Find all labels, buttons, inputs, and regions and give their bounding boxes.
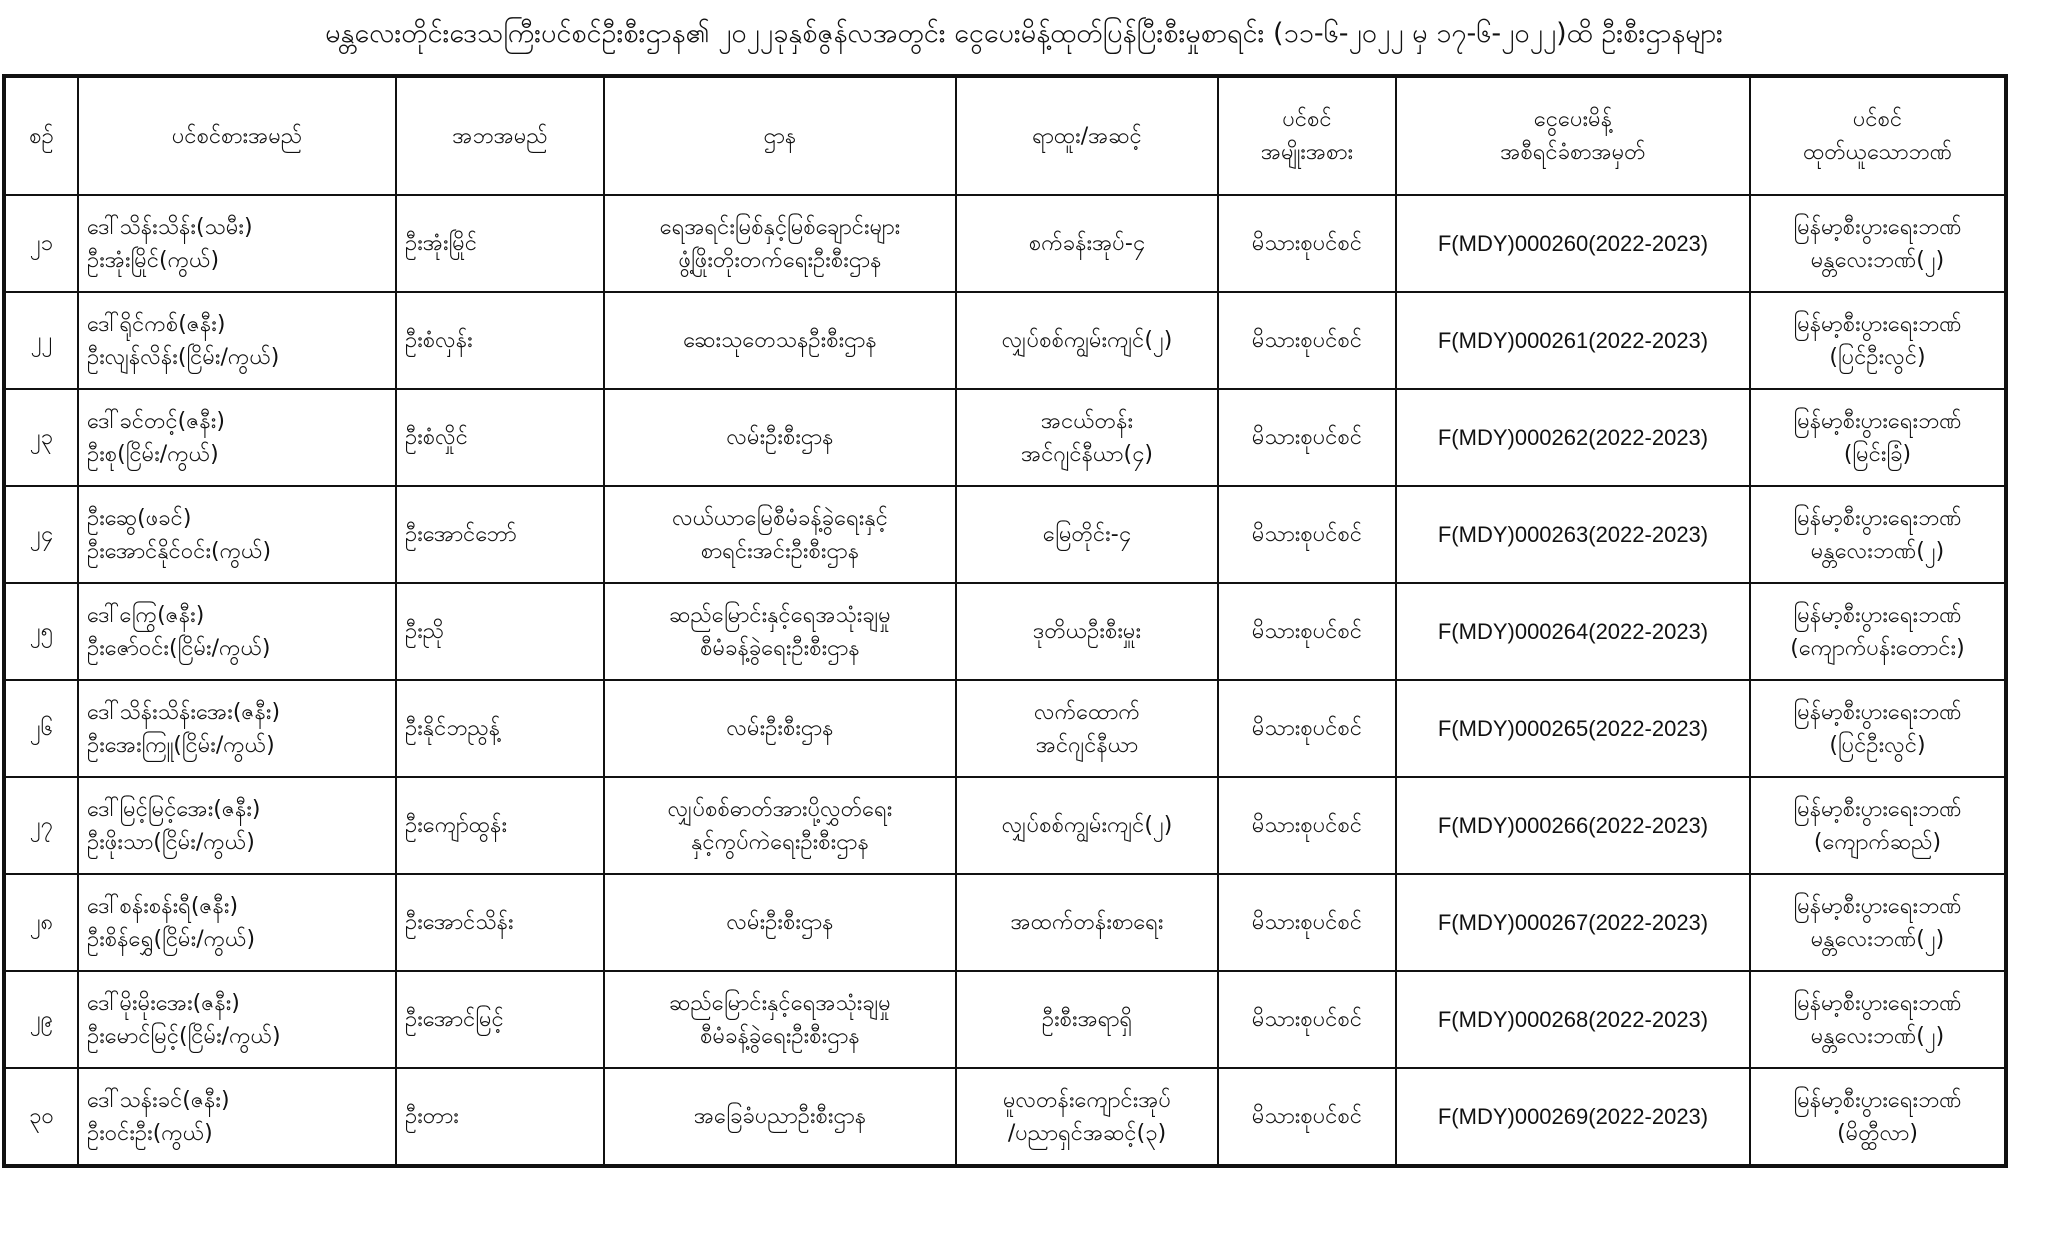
cell-department-text: လမ်းဦးစီးဌာန: [726, 716, 834, 741]
table-row: [4, 583, 2006, 680]
cell-pensioner-name-text: ဒေါ်မိုးမိုးအေး(ဇနီး): [87, 990, 240, 1016]
cell-rank-text: အင်ဂျင်နီယာ: [1035, 732, 1139, 758]
cell-father-name: [396, 971, 604, 1068]
cell-rank: [956, 486, 1218, 583]
cell-no: [4, 389, 78, 486]
cell-order-number: [1396, 486, 1750, 583]
cell-no: [4, 874, 78, 971]
cell-order-number: [1396, 680, 1750, 777]
cell-father-name-text: ဦးစံလှန်း: [405, 328, 473, 353]
cell-bank-text: မြန်မာ့စီးပွားရေးဘဏ်: [1793, 214, 1962, 240]
cell-bank: [1750, 389, 2006, 486]
cell-pension-type-text: မိသားစုပင်စင်: [1251, 716, 1363, 741]
cell-pensioner-name: [78, 583, 396, 680]
cell-bank: [1750, 971, 2006, 1068]
cell-rank: [956, 583, 1218, 680]
cell-no-text: ၂၅: [29, 619, 54, 644]
cell-no-text: ၂၈: [29, 910, 54, 935]
cell-pension-type: [1218, 292, 1396, 389]
cell-department: [604, 195, 956, 292]
cell-father-name: [396, 1068, 604, 1166]
cell-father-name-text: ဦးစံလှိုင်: [405, 425, 468, 450]
cell-order-number-text: F(MDY)000260(2022-2023): [1437, 231, 1709, 256]
cell-rank-text: လက်ထောက်: [1034, 699, 1140, 725]
cell-bank: [1750, 583, 2006, 680]
table-row: [4, 680, 2006, 777]
cell-pensioner-name-text: ဒေါ်ရိုင်ကစ်(ဇနီး): [87, 311, 226, 337]
cell-rank: [956, 777, 1218, 874]
header-line2: ထုတ်ယူသောဘဏ်: [1803, 140, 1952, 165]
cell-bank: [1750, 292, 2006, 389]
cell-pension-type: [1218, 486, 1396, 583]
cell-pensioner-name: [78, 680, 396, 777]
cell-rank: [956, 971, 1218, 1068]
cell-department-text: ဆည်မြောင်းနှင့်ရေအသုံးချမှု: [669, 990, 891, 1016]
cell-order-number: [1396, 389, 1750, 486]
header-line1: ပင်စင်: [1282, 107, 1332, 132]
cell-pension-type: [1218, 583, 1396, 680]
header-line1: ရာထူး/အဆင့်: [1032, 123, 1142, 149]
table-row: [4, 1068, 2006, 1166]
cell-father-name-text: ဦးအောင်ဘော်: [405, 522, 517, 547]
cell-pensioner-name-text: ဦးစိန်ရွှေ(ငြိမ်း/ကွယ်): [87, 926, 256, 952]
cell-pension-type-text: မိသားစုပင်စင်: [1251, 231, 1363, 256]
cell-rank-text: /ပညာရှင်အဆင့်(၃): [1007, 1120, 1167, 1146]
cell-department: [604, 777, 956, 874]
cell-rank: [956, 874, 1218, 971]
cell-department: [604, 971, 956, 1068]
column-header-pension-type: [1218, 76, 1396, 195]
cell-pensioner-name: [78, 874, 396, 971]
cell-father-name: [396, 680, 604, 777]
cell-bank-text: (ကျောက်ပန်းတောင်း): [1790, 635, 1965, 661]
cell-pension-type-text: မိသားစုပင်စင်: [1251, 813, 1363, 838]
cell-pensioner-name-text: ဦးလျန်လိန်း(ငြိမ်း/ကွယ်): [87, 344, 280, 370]
cell-pension-type: [1218, 874, 1396, 971]
cell-bank-text: မြန်မာ့စီးပွားရေးဘဏ်: [1793, 505, 1962, 531]
cell-bank: [1750, 777, 2006, 874]
cell-department-text: ဖွံ့ဖြိုးတိုးတက်ရေးဦးစီးဌာန: [678, 247, 882, 273]
cell-father-name: [396, 389, 604, 486]
cell-no-text: ၂၄: [29, 522, 54, 547]
cell-pensioner-name: [78, 195, 396, 292]
cell-pensioner-name: [78, 486, 396, 583]
header-line1: စဉ်: [29, 123, 54, 149]
cell-pension-type: [1218, 680, 1396, 777]
cell-pensioner-name-text: ဦးစု(ငြိမ်း/ကွယ်): [87, 441, 219, 467]
table-header: [4, 76, 2006, 195]
cell-bank-text: မြန်မာ့စီးပွားရေးဘဏ်: [1793, 408, 1962, 434]
cell-father-name-text: ဦးအုံးမြိုင်: [405, 231, 478, 256]
cell-department-text: လမ်းဦးစီးဌာန: [726, 910, 834, 935]
cell-pensioner-name-text: ဒေါ်မြင့်မြင့်အေး(ဇနီး): [87, 796, 261, 822]
cell-order-number-text: F(MDY)000265(2022-2023): [1437, 716, 1709, 741]
cell-rank-text: မြေတိုင်း-၄: [1042, 522, 1132, 547]
cell-bank: [1750, 874, 2006, 971]
cell-pensioner-name-text: ဦးဆွေ(ဖခင်): [87, 505, 192, 531]
column-header-no: [4, 76, 78, 195]
cell-rank: [956, 389, 1218, 486]
cell-no: [4, 777, 78, 874]
cell-bank-text: မြန်မာ့စီးပွားရေးဘဏ်: [1793, 1087, 1962, 1113]
cell-bank-text: (မိတ္ထီလာ): [1837, 1120, 1918, 1146]
cell-pension-type-text: မိသားစုပင်စင်: [1251, 1104, 1363, 1129]
cell-bank-text: (ပြင်ဦးလွင်): [1829, 732, 1926, 758]
cell-rank: [956, 292, 1218, 389]
cell-father-name-text: ဦးအောင်သိန်း: [405, 910, 514, 935]
column-header-rank: [956, 76, 1218, 195]
cell-rank: [956, 195, 1218, 292]
cell-department: [604, 583, 956, 680]
cell-department-text: လယ်ယာမြေစီမံခန့်ခွဲရေးနှင့်: [672, 505, 888, 531]
cell-bank-text: မြန်မာ့စီးပွားရေးဘဏ်: [1793, 796, 1962, 822]
table-row: [4, 389, 2006, 486]
cell-order-number: [1396, 583, 1750, 680]
cell-pension-type: [1218, 971, 1396, 1068]
header-line1: ပင်စင်စားအမည်: [171, 123, 303, 149]
cell-no-text: ၂၇: [29, 813, 54, 838]
cell-bank-text: မြန်မာ့စီးပွားရေးဘဏ်: [1793, 990, 1962, 1016]
cell-no: [4, 195, 78, 292]
cell-pensioner-name: [78, 777, 396, 874]
cell-department-text: ဆည်မြောင်းနှင့်ရေအသုံးချမှု: [669, 602, 891, 628]
cell-bank-text: မန္တလေးဘဏ်(၂): [1810, 926, 1945, 952]
cell-bank-text: မန္တလေးဘဏ်(၂): [1810, 538, 1945, 564]
cell-pensioner-name: [78, 292, 396, 389]
cell-order-number-text: F(MDY)000262(2022-2023): [1437, 425, 1709, 450]
cell-no-text: ၂၂: [30, 328, 53, 353]
cell-department-text: စီမံခန့်ခွဲရေးဦးစီးဌာန: [700, 1023, 860, 1049]
cell-bank-text: မြန်မာ့စီးပွားရေးဘဏ်: [1793, 893, 1962, 919]
cell-no-text: ၂၉: [29, 1007, 54, 1032]
cell-father-name: [396, 874, 604, 971]
cell-pensioner-name: [78, 1068, 396, 1166]
cell-no: [4, 1068, 78, 1166]
cell-pensioner-name-text: ဦးအောင်နိုင်ဝင်း(ကွယ်): [87, 538, 272, 564]
cell-order-number-text: F(MDY)000261(2022-2023): [1437, 328, 1709, 353]
cell-rank-text: ဒုတိယဦးစီးမှူး: [1032, 619, 1142, 644]
cell-rank: [956, 680, 1218, 777]
cell-father-name: [396, 486, 604, 583]
cell-pensioner-name-text: ဦးအုံးမြိုင်(ကွယ်): [87, 247, 220, 273]
column-header-department: [604, 76, 956, 195]
pension-table: [2, 74, 2008, 1168]
header-line2: အစီရင်ခံစာအမှတ်: [1500, 140, 1646, 165]
cell-bank-text: မန္တလေးဘဏ်(၂): [1810, 1023, 1945, 1049]
cell-father-name-text: ဦးကျော်ထွန်း: [405, 813, 508, 838]
cell-department: [604, 389, 956, 486]
cell-pension-type: [1218, 777, 1396, 874]
cell-bank-text: မန္တလေးဘဏ်(၂): [1810, 247, 1945, 273]
cell-bank-text: (မြင်းခြံ): [1843, 441, 1912, 467]
cell-pensioner-name-text: ဒေါ်စန်းစန်းရီ(ဇနီး): [87, 893, 239, 919]
cell-father-name-text: ဦးညို: [405, 619, 445, 644]
header-line1: အဘအမည်: [452, 123, 548, 149]
cell-rank: [956, 1068, 1218, 1166]
page-title: မန္တလေးတိုင်းဒေသကြီးပင်စင်ဦးစီးဌာန၏ ၂၀၂၂ခုနှစ်ဇွန်လအတွင်း ငွေပေးမိန့်ထုတ်ပြန်ပြီးစီးမှုစာရင်း (၁၁-၆-၂၀၂၂ မှ ၁၇-၆-၂၀၂၂)ထိ ဦးစီးဌာနများ: [325, 18, 1723, 49]
cell-bank: [1750, 680, 2006, 777]
cell-no: [4, 971, 78, 1068]
cell-no: [4, 292, 78, 389]
cell-no: [4, 680, 78, 777]
table-body: [4, 195, 2006, 1166]
cell-rank-text: လျှပ်စစ်ကျွမ်းကျင်(၂): [1001, 328, 1173, 353]
cell-pensioner-name: [78, 971, 396, 1068]
cell-pension-type-text: မိသားစုပင်စင်: [1251, 328, 1363, 353]
header-line1: ငွေပေးမိန့်: [1533, 107, 1613, 132]
cell-order-number: [1396, 971, 1750, 1068]
header-line2: အမျိုးအစား: [1260, 140, 1354, 165]
cell-department: [604, 680, 956, 777]
header-line1: ပင်စင်: [1852, 107, 1903, 132]
cell-pension-type-text: မိသားစုပင်စင်: [1251, 1007, 1363, 1032]
cell-pension-type: [1218, 1068, 1396, 1166]
cell-department-text: အခြေခံပညာဦးစီးဌာန: [693, 1104, 867, 1129]
cell-father-name: [396, 777, 604, 874]
cell-department-text: လမ်းဦးစီးဌာန: [726, 425, 834, 450]
cell-father-name: [396, 195, 604, 292]
cell-rank-text: အထက်တန်းစာရေး: [1010, 910, 1164, 935]
cell-bank: [1750, 486, 2006, 583]
table-row: [4, 971, 2006, 1068]
cell-pensioner-name-text: ဒေါ်သိန်းသိန်း(သမီး): [87, 214, 253, 240]
cell-rank-text: မူလတန်းကျောင်းအုပ်: [1002, 1087, 1172, 1113]
cell-department-text: စီမံခန့်ခွဲရေးဦးစီးဌာန: [700, 635, 860, 661]
cell-no-text: ၂၆: [29, 716, 54, 741]
column-header-pensioner-name: [78, 76, 396, 195]
cell-pension-type: [1218, 195, 1396, 292]
cell-bank-text: မြန်မာ့စီးပွားရေးဘဏ်: [1793, 311, 1962, 337]
cell-no: [4, 486, 78, 583]
cell-pensioner-name-text: ဦးဖိုးသာ(ငြိမ်း/ကွယ်): [87, 829, 255, 855]
cell-order-number: [1396, 777, 1750, 874]
cell-department: [604, 874, 956, 971]
cell-father-name: [396, 583, 604, 680]
cell-pensioner-name-text: ဦးဝင်းဦး(ကွယ်): [87, 1120, 213, 1146]
column-header-order-number: [1396, 76, 1750, 195]
cell-bank: [1750, 1068, 2006, 1166]
cell-pensioner-name-text: ဦးအေးကြူ(ငြိမ်း/ကွယ်): [87, 732, 275, 758]
cell-department-text: နှင့်ကွပ်ကဲရေးဦးစီးဌာန: [691, 829, 869, 855]
cell-order-number-text: F(MDY)000268(2022-2023): [1437, 1007, 1709, 1032]
cell-pension-type-text: မိသားစုပင်စင်: [1251, 425, 1363, 450]
table-row: [4, 486, 2006, 583]
cell-pension-type-text: မိသားစုပင်စင်: [1251, 910, 1363, 935]
cell-bank-text: (ပြင်ဦးလွင်): [1829, 344, 1926, 370]
header-row: [4, 76, 2006, 195]
cell-father-name-text: ဦးအောင်မြင့်: [405, 1007, 504, 1032]
cell-father-name-text: ဦးတား: [405, 1104, 459, 1129]
cell-order-number-text: F(MDY)000266(2022-2023): [1437, 813, 1709, 838]
column-header-bank: [1750, 76, 2006, 195]
cell-department: [604, 1068, 956, 1166]
column-header-father-name: [396, 76, 604, 195]
cell-order-number: [1396, 874, 1750, 971]
cell-rank-text: အင်ဂျင်နီယာ(၄): [1021, 441, 1153, 467]
cell-pensioner-name-text: ဦးမောင်မြင့်(ငြိမ်း/ကွယ်): [87, 1023, 281, 1049]
cell-pension-type: [1218, 389, 1396, 486]
cell-pension-type-text: မိသားစုပင်စင်: [1251, 522, 1363, 547]
cell-no-text: ၃၀: [29, 1104, 54, 1129]
cell-department: [604, 486, 956, 583]
cell-department: [604, 292, 956, 389]
table-row: [4, 195, 2006, 292]
table-row: [4, 292, 2006, 389]
cell-rank-text: လျှပ်စစ်ကျွမ်းကျင်(၂): [1001, 813, 1173, 838]
cell-rank-text: အငယ်တန်း: [1040, 408, 1134, 434]
cell-bank-text: (ကျောက်ဆည်): [1813, 829, 1942, 855]
cell-order-number-text: F(MDY)000264(2022-2023): [1437, 619, 1709, 644]
cell-bank-text: မြန်မာ့စီးပွားရေးဘဏ်: [1793, 602, 1962, 628]
cell-pensioner-name-text: ဒေါ်သန်းခင်(ဇနီး): [87, 1087, 230, 1113]
cell-order-number: [1396, 195, 1750, 292]
cell-order-number-text: F(MDY)000267(2022-2023): [1437, 910, 1709, 935]
cell-father-name-text: ဦးနိုင်ဘညွန့်: [405, 716, 501, 741]
cell-pensioner-name: [78, 389, 396, 486]
table-row: [4, 874, 2006, 971]
cell-bank: [1750, 195, 2006, 292]
cell-order-number: [1396, 292, 1750, 389]
cell-department-text: ဆေးသုတေသနဦးစီးဌာန: [683, 328, 877, 353]
cell-rank-text: စက်ခန်းအုပ်-၄: [1028, 231, 1146, 256]
cell-pensioner-name-text: ဒေါ်ခင်တင့်(ဇနီး): [87, 408, 225, 434]
cell-order-number-text: F(MDY)000263(2022-2023): [1437, 522, 1709, 547]
cell-department-text: စာရင်းအင်းဦးစီးဌာန: [700, 538, 860, 564]
header-line1: ဌာန: [763, 123, 797, 149]
cell-order-number-text: F(MDY)000269(2022-2023): [1437, 1104, 1709, 1129]
cell-pension-type-text: မိသားစုပင်စင်: [1251, 619, 1363, 644]
cell-no: [4, 583, 78, 680]
cell-pensioner-name-text: ဦးဇော်ဝင်း(ငြိမ်း/ကွယ်): [87, 635, 271, 661]
cell-pensioner-name-text: ဒေါ်ကြွေ(ဇနီး): [87, 602, 205, 628]
cell-department-text: ရေအရင်းမြစ်နှင့်မြစ်ချောင်းများ: [659, 214, 901, 240]
cell-department-text: လျှပ်စစ်ဓာတ်အားပို့လွှတ်ရေး: [667, 796, 893, 822]
cell-father-name: [396, 292, 604, 389]
cell-pensioner-name-text: ဒေါ်သိန်းသိန်းအေး(ဇနီး): [87, 699, 281, 725]
cell-order-number: [1396, 1068, 1750, 1166]
cell-no-text: ၂၁: [29, 231, 54, 256]
cell-bank-text: မြန်မာ့စီးပွားရေးဘဏ်: [1793, 699, 1962, 725]
cell-no-text: ၂၃: [29, 425, 54, 450]
cell-rank-text: ဦးစီးအရာရှိ: [1041, 1007, 1133, 1032]
table-row: [4, 777, 2006, 874]
